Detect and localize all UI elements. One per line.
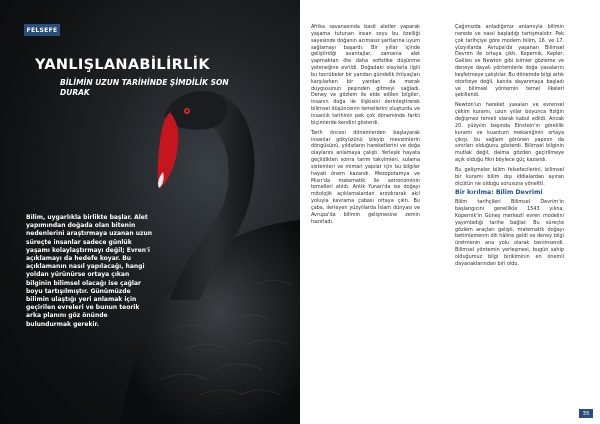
paragraph: Bu gelişmeler bilim felsefecilerini, bilimsel bir kuramı bilim dışı iddialardan ayıran ölçütün ne olduğu sorusuna yöneltti. [455, 166, 564, 187]
article-subtitle: BİLİMİN UZUN TARİHİNDE ŞİMDİLİK SON DURAK [60, 78, 229, 97]
paragraph: Bilim tarihçileri Bilimsel Devrim'in başlangıcını genellikle 1543 yılına, Kopernik'in Güneş merkezli evren modelini yayımladığı tarihe bağlar. Bu süreçte gözlem araçları gelişti, matematik doğayı betimlemenin dili hâline geldi ve deney bilgi üretmenin ana yolu olarak benimsendi. Bilimsel yöntemin yerleşmesi, bugün sahip olduğumuz bilgi birikiminin en önemli dayanaklarından biri oldu. [455, 199, 564, 267]
paragraph: Afrika savanasında basit aletler yaparak yaşama tutunan insan soyu bu özelliği sayesinde doğanın acımasız şartlarına uyum sağlamayı başardı. Bir yıllar içinde geliştirdiği avantajlar, zamanla alet yapmaktan öte daha sofistike düşünme yeteneğine evrildi. Doğadaki olaylarla ilgili bu tecrübeler bir yandan gündelik ihtiyaçları karşılarken bir yandan da merak duygusunun peşinden gitmeyi sağladı. Deney ve gözlem ile elde edilen bilgiler, insanın doğa ile ilişkisini derinleştirerek bilimsel düşüncenin temellerini oluşturdu ve insanlık tarihinin pek çok döneminde farklı biçimlerde kendini gösterdi. [311, 24, 420, 126]
article-intro: Bilim, uygarlıkla birlikte başlar. Alet yapımından doğada olan bitenin nedenlerini araştırmaya uzanan uzun süreçte insanlar sadece günlük yaşamı kolaylaştırmayı değil; Evren'i açıklamayı da hedefe koyar. Bu açıklamanın nasıl yapılacağı, hangi yoldan yürünürse ortaya çıkan bilginin bilimsel olacağı ise çağlar boyu tartışılmıştır. Günümüzde bilimin ulaştığı yeri anlamak için geçirilen evreleri ve bunun teorik arka planını göz önünde bulundurmak gerekir. [26, 214, 153, 328]
paragraph: Newton'un hareket yasaları ve evrensel çekim kuramı, uzun yıllar boyunca fiziğin değişmez temeli olarak kabul edildi. Ancak 20. yüzyılın başında Einstein'ın görelilik kuramı ve kuantum mekaniğinin ortaya çıkışı, bu sağlam görünen yapının da sınırları olduğunu gösterdi. Bilimsel bilginin mutlak değil, daima gözden geçirilmeye açık olduğu fikri böylece güç kazandı. [455, 102, 564, 164]
paragraph: Tarih öncesi dönemlerden başlayarak insanlar gökyüzünü izleyip mevsimlerin döngüsünü, yıldızların hareketlerini ve doğa olaylarını anlamaya çalıştı. Yerleşik hayata geçildikten sonra tarım takvimleri, sulama sistemleri ve mimari yapılar için bu bilgiler hayati önem kazandı. Mezopotamya ve Mısır'da matematik ile astronominin temelleri atıldı. Antik Yunan'da ise doğayı mitolojik açıklamalardan arındırarak akıl yoluyla kavrama çabası ortaya çıktı. Bu çaba, ilerleyen yüzyıllarda İslam dünyası ve Avrupa'da bilimin gelişmesine zemin hazırladı. [311, 129, 420, 225]
paragraph: Çağımızda anladığımız anlamıyla bilimin nerede ve nasıl başladığı tartışmalıdır. Pek çok tarihçiye göre modern bilim, 16. ve 17. yüzyıllarda Avrupa'da yaşanan Bilimsel Devrim ile ortaya çıktı. Kopernik, Kepler, Galileo ve Newton gibi isimler gözleme ve deneye dayalı yöntemlerle doğa yasalarını keşfetmeye çalıştılar. Bu dönemde bilgi artık otoriteye değil, kanıta dayanmaya başladı ve bilimsel yöntemin temel ilkeleri şekillendi. [455, 24, 564, 99]
page-number: 35 [579, 409, 593, 418]
text-column-2 [455, 24, 564, 271]
article-title: YANLIŞLANABİLİRLİK [35, 57, 210, 73]
section-heading: Bir kırılma: Bilim Devrimi [455, 189, 543, 197]
category-tag: FELSEFE [24, 24, 60, 36]
text-column-1 [311, 24, 420, 228]
